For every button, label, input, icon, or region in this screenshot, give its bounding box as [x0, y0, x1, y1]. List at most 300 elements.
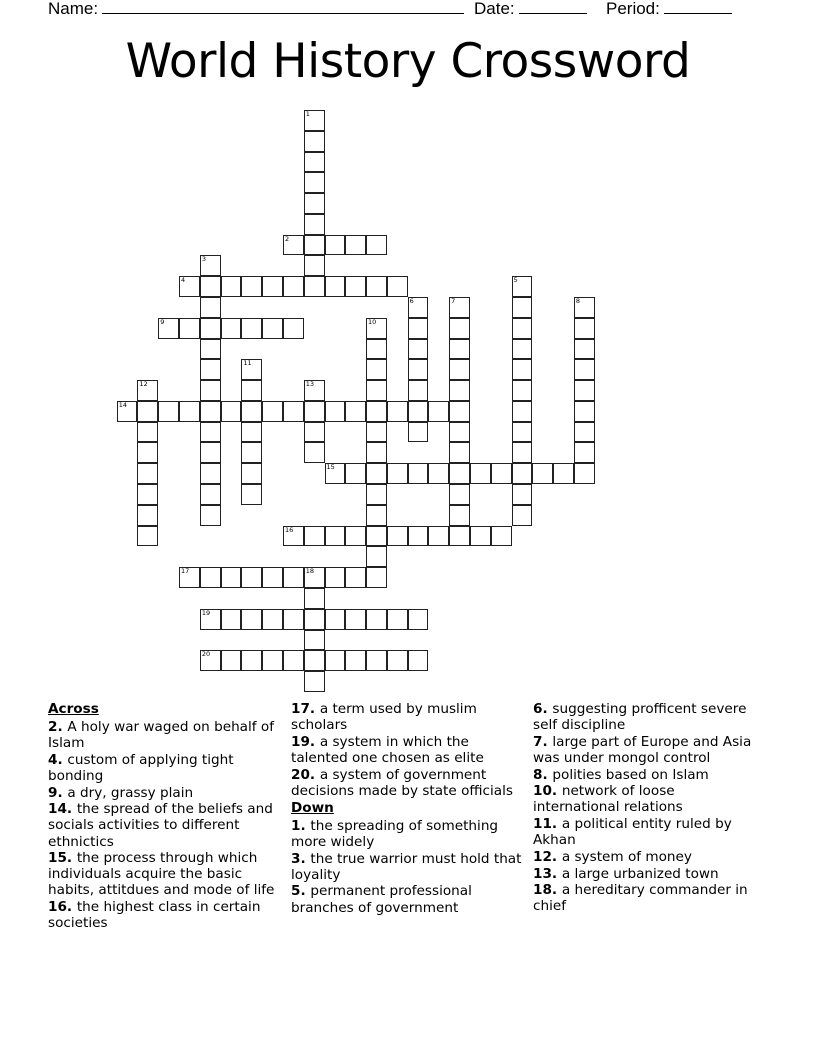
cell-input[interactable]: [242, 610, 261, 629]
grid-cell[interactable]: [512, 484, 533, 505]
grid-cell[interactable]: [408, 422, 429, 443]
grid-cell[interactable]: [221, 567, 242, 588]
cell-input[interactable]: [575, 381, 594, 400]
cell-input[interactable]: [305, 527, 324, 546]
grid-cell[interactable]: [325, 650, 346, 671]
grid-cell[interactable]: [179, 318, 200, 339]
cell-input[interactable]: [159, 402, 178, 421]
grid-cell[interactable]: [491, 526, 512, 547]
cell-input[interactable]: [429, 464, 448, 483]
grid-cell[interactable]: [200, 609, 221, 630]
grid-cell[interactable]: [366, 463, 387, 484]
cell-input[interactable]: [450, 298, 469, 317]
grid-cell[interactable]: [304, 567, 325, 588]
cell-input[interactable]: [367, 277, 386, 296]
cell-input[interactable]: [367, 651, 386, 670]
grid-cell[interactable]: [512, 276, 533, 297]
grid-cell[interactable]: [408, 463, 429, 484]
cell-input[interactable]: [367, 360, 386, 379]
grid-cell[interactable]: [200, 401, 221, 422]
cell-input[interactable]: [513, 402, 532, 421]
grid-cell[interactable]: [241, 609, 262, 630]
cell-input[interactable]: [284, 527, 303, 546]
cell-input[interactable]: [138, 402, 157, 421]
grid-cell[interactable]: [221, 318, 242, 339]
grid-cell[interactable]: [408, 359, 429, 380]
grid-cell[interactable]: [470, 526, 491, 547]
grid-cell[interactable]: [304, 442, 325, 463]
cell-input[interactable]: [409, 319, 428, 338]
cell-input[interactable]: [180, 277, 199, 296]
cell-input[interactable]: [513, 381, 532, 400]
cell-input[interactable]: [305, 256, 324, 275]
cell-input[interactable]: [409, 464, 428, 483]
grid-cell[interactable]: [241, 359, 262, 380]
grid-cell[interactable]: [200, 359, 221, 380]
cell-input[interactable]: [305, 443, 324, 462]
grid-cell[interactable]: [200, 276, 221, 297]
cell-input[interactable]: [513, 485, 532, 504]
grid-cell[interactable]: [325, 235, 346, 256]
grid-cell[interactable]: [117, 401, 138, 422]
cell-input[interactable]: [388, 527, 407, 546]
cell-input[interactable]: [118, 402, 137, 421]
cell-input[interactable]: [450, 381, 469, 400]
grid-cell[interactable]: [408, 650, 429, 671]
cell-input[interactable]: [450, 423, 469, 442]
cell-input[interactable]: [367, 568, 386, 587]
cell-input[interactable]: [513, 277, 532, 296]
grid-cell[interactable]: [512, 318, 533, 339]
grid-cell[interactable]: [345, 609, 366, 630]
grid-cell[interactable]: [304, 609, 325, 630]
grid-cell[interactable]: [449, 422, 470, 443]
grid-cell[interactable]: [137, 401, 158, 422]
grid-cell[interactable]: [325, 609, 346, 630]
grid-cell[interactable]: [241, 567, 262, 588]
cell-input[interactable]: [409, 402, 428, 421]
grid-cell[interactable]: [366, 318, 387, 339]
grid-cell[interactable]: [428, 463, 449, 484]
grid-cell[interactable]: [408, 526, 429, 547]
grid-cell[interactable]: [574, 422, 595, 443]
grid-cell[interactable]: [574, 297, 595, 318]
cell-input[interactable]: [513, 360, 532, 379]
cell-input[interactable]: [326, 236, 345, 255]
cell-input[interactable]: [305, 277, 324, 296]
cell-input[interactable]: [305, 194, 324, 213]
cell-input[interactable]: [409, 360, 428, 379]
grid-cell[interactable]: [345, 567, 366, 588]
grid-cell[interactable]: [241, 463, 262, 484]
grid-cell[interactable]: [304, 671, 325, 692]
cell-input[interactable]: [450, 402, 469, 421]
grid-cell[interactable]: [387, 650, 408, 671]
cell-input[interactable]: [513, 340, 532, 359]
cell-input[interactable]: [367, 464, 386, 483]
cell-input[interactable]: [138, 381, 157, 400]
grid-cell[interactable]: [449, 442, 470, 463]
cell-input[interactable]: [575, 402, 594, 421]
grid-cell[interactable]: [304, 214, 325, 235]
cell-input[interactable]: [263, 568, 282, 587]
cell-input[interactable]: [305, 651, 324, 670]
cell-input[interactable]: [450, 485, 469, 504]
cell-input[interactable]: [513, 319, 532, 338]
grid-cell[interactable]: [137, 442, 158, 463]
cell-input[interactable]: [409, 610, 428, 629]
grid-cell[interactable]: [304, 110, 325, 131]
cell-input[interactable]: [367, 610, 386, 629]
grid-cell[interactable]: [366, 442, 387, 463]
grid-cell[interactable]: [387, 526, 408, 547]
grid-cell[interactable]: [366, 609, 387, 630]
grid-cell[interactable]: [304, 235, 325, 256]
cell-input[interactable]: [201, 256, 220, 275]
grid-cell[interactable]: [137, 484, 158, 505]
cell-input[interactable]: [201, 443, 220, 462]
cell-input[interactable]: [284, 651, 303, 670]
grid-cell[interactable]: [345, 235, 366, 256]
cell-input[interactable]: [367, 340, 386, 359]
cell-input[interactable]: [305, 402, 324, 421]
grid-cell[interactable]: [158, 401, 179, 422]
grid-cell[interactable]: [470, 463, 491, 484]
cell-input[interactable]: [367, 236, 386, 255]
grid-cell[interactable]: [532, 463, 553, 484]
cell-input[interactable]: [388, 402, 407, 421]
grid-cell[interactable]: [512, 505, 533, 526]
grid-cell[interactable]: [179, 567, 200, 588]
grid-cell[interactable]: [345, 463, 366, 484]
grid-cell[interactable]: [200, 484, 221, 505]
grid-cell[interactable]: [200, 297, 221, 318]
cell-input[interactable]: [305, 589, 324, 608]
grid-cell[interactable]: [304, 172, 325, 193]
grid-cell[interactable]: [283, 276, 304, 297]
grid-cell[interactable]: [283, 318, 304, 339]
cell-input[interactable]: [450, 464, 469, 483]
grid-cell[interactable]: [158, 318, 179, 339]
grid-cell[interactable]: [241, 380, 262, 401]
cell-input[interactable]: [305, 423, 324, 442]
cell-input[interactable]: [201, 319, 220, 338]
grid-cell[interactable]: [200, 650, 221, 671]
grid-cell[interactable]: [366, 339, 387, 360]
cell-input[interactable]: [201, 340, 220, 359]
cell-input[interactable]: [305, 173, 324, 192]
cell-input[interactable]: [305, 153, 324, 172]
grid-cell[interactable]: [241, 484, 262, 505]
grid-cell[interactable]: [345, 650, 366, 671]
grid-cell[interactable]: [366, 546, 387, 567]
grid-cell[interactable]: [408, 401, 429, 422]
cell-input[interactable]: [326, 277, 345, 296]
grid-cell[interactable]: [512, 297, 533, 318]
cell-input[interactable]: [513, 423, 532, 442]
cell-input[interactable]: [242, 402, 261, 421]
cell-input[interactable]: [201, 381, 220, 400]
grid-cell[interactable]: [408, 609, 429, 630]
cell-input[interactable]: [284, 610, 303, 629]
grid-cell[interactable]: [574, 359, 595, 380]
grid-cell[interactable]: [408, 318, 429, 339]
grid-cell[interactable]: [449, 380, 470, 401]
grid-cell[interactable]: [449, 339, 470, 360]
grid-cell[interactable]: [262, 401, 283, 422]
grid-cell[interactable]: [200, 318, 221, 339]
grid-cell[interactable]: [221, 276, 242, 297]
cell-input[interactable]: [450, 340, 469, 359]
cell-input[interactable]: [450, 443, 469, 462]
grid-cell[interactable]: [283, 650, 304, 671]
grid-cell[interactable]: [512, 380, 533, 401]
grid-cell[interactable]: [304, 630, 325, 651]
grid-cell[interactable]: [241, 318, 262, 339]
cell-input[interactable]: [326, 464, 345, 483]
grid-cell[interactable]: [304, 650, 325, 671]
grid-cell[interactable]: [512, 401, 533, 422]
grid-cell[interactable]: [304, 276, 325, 297]
cell-input[interactable]: [305, 215, 324, 234]
cell-input[interactable]: [263, 277, 282, 296]
cell-input[interactable]: [284, 319, 303, 338]
cell-input[interactable]: [326, 402, 345, 421]
cell-input[interactable]: [222, 651, 241, 670]
grid-cell[interactable]: [366, 484, 387, 505]
cell-input[interactable]: [367, 547, 386, 566]
cell-input[interactable]: [388, 464, 407, 483]
grid-cell[interactable]: [449, 401, 470, 422]
cell-input[interactable]: [388, 651, 407, 670]
grid-cell[interactable]: [200, 567, 221, 588]
grid-cell[interactable]: [512, 339, 533, 360]
grid-cell[interactable]: [200, 339, 221, 360]
grid-cell[interactable]: [574, 318, 595, 339]
cell-input[interactable]: [429, 527, 448, 546]
cell-input[interactable]: [492, 527, 511, 546]
grid-cell[interactable]: [200, 442, 221, 463]
grid-cell[interactable]: [241, 650, 262, 671]
grid-cell[interactable]: [137, 380, 158, 401]
grid-cell[interactable]: [200, 380, 221, 401]
cell-input[interactable]: [222, 319, 241, 338]
grid-cell[interactable]: [491, 463, 512, 484]
cell-input[interactable]: [513, 443, 532, 462]
cell-input[interactable]: [450, 360, 469, 379]
cell-input[interactable]: [346, 277, 365, 296]
grid-cell[interactable]: [449, 505, 470, 526]
grid-cell[interactable]: [137, 463, 158, 484]
cell-input[interactable]: [346, 236, 365, 255]
cell-input[interactable]: [554, 464, 573, 483]
cell-input[interactable]: [201, 298, 220, 317]
grid-cell[interactable]: [241, 401, 262, 422]
cell-input[interactable]: [533, 464, 552, 483]
cell-input[interactable]: [367, 381, 386, 400]
cell-input[interactable]: [180, 402, 199, 421]
grid-cell[interactable]: [366, 401, 387, 422]
grid-cell[interactable]: [283, 401, 304, 422]
cell-input[interactable]: [201, 506, 220, 525]
cell-input[interactable]: [388, 610, 407, 629]
grid-cell[interactable]: [283, 609, 304, 630]
cell-input[interactable]: [201, 360, 220, 379]
cell-input[interactable]: [326, 651, 345, 670]
grid-cell[interactable]: [137, 422, 158, 443]
grid-cell[interactable]: [366, 650, 387, 671]
grid-cell[interactable]: [325, 526, 346, 547]
grid-cell[interactable]: [387, 276, 408, 297]
cell-input[interactable]: [409, 527, 428, 546]
cell-input[interactable]: [201, 568, 220, 587]
grid-cell[interactable]: [137, 505, 158, 526]
grid-cell[interactable]: [200, 255, 221, 276]
cell-input[interactable]: [138, 423, 157, 442]
grid-cell[interactable]: [449, 297, 470, 318]
cell-input[interactable]: [305, 568, 324, 587]
grid-cell[interactable]: [262, 650, 283, 671]
cell-input[interactable]: [180, 319, 199, 338]
grid-cell[interactable]: [325, 276, 346, 297]
grid-cell[interactable]: [574, 442, 595, 463]
cell-input[interactable]: [326, 610, 345, 629]
cell-input[interactable]: [305, 381, 324, 400]
cell-input[interactable]: [326, 568, 345, 587]
grid-cell[interactable]: [262, 276, 283, 297]
cell-input[interactable]: [575, 298, 594, 317]
cell-input[interactable]: [222, 568, 241, 587]
cell-input[interactable]: [471, 464, 490, 483]
cell-input[interactable]: [201, 610, 220, 629]
cell-input[interactable]: [242, 651, 261, 670]
grid-cell[interactable]: [345, 526, 366, 547]
grid-cell[interactable]: [200, 422, 221, 443]
cell-input[interactable]: [346, 527, 365, 546]
cell-input[interactable]: [367, 402, 386, 421]
cell-input[interactable]: [575, 360, 594, 379]
cell-input[interactable]: [201, 402, 220, 421]
grid-cell[interactable]: [387, 401, 408, 422]
grid-cell[interactable]: [574, 380, 595, 401]
cell-input[interactable]: [367, 319, 386, 338]
cell-input[interactable]: [138, 485, 157, 504]
cell-input[interactable]: [346, 651, 365, 670]
cell-input[interactable]: [242, 485, 261, 504]
cell-input[interactable]: [242, 568, 261, 587]
cell-input[interactable]: [305, 631, 324, 650]
cell-input[interactable]: [346, 464, 365, 483]
grid-cell[interactable]: [428, 401, 449, 422]
grid-cell[interactable]: [241, 442, 262, 463]
grid-cell[interactable]: [512, 442, 533, 463]
cell-input[interactable]: [367, 506, 386, 525]
cell-input[interactable]: [201, 277, 220, 296]
cell-input[interactable]: [409, 340, 428, 359]
grid-cell[interactable]: [179, 401, 200, 422]
cell-input[interactable]: [305, 672, 324, 691]
cell-input[interactable]: [159, 319, 178, 338]
cell-input[interactable]: [575, 464, 594, 483]
cell-input[interactable]: [242, 423, 261, 442]
cell-input[interactable]: [575, 340, 594, 359]
cell-input[interactable]: [222, 277, 241, 296]
cell-input[interactable]: [409, 298, 428, 317]
grid-cell[interactable]: [366, 359, 387, 380]
grid-cell[interactable]: [262, 609, 283, 630]
grid-cell[interactable]: [387, 609, 408, 630]
grid-cell[interactable]: [366, 567, 387, 588]
grid-cell[interactable]: [304, 193, 325, 214]
cell-input[interactable]: [263, 402, 282, 421]
cell-input[interactable]: [284, 236, 303, 255]
cell-input[interactable]: [367, 423, 386, 442]
grid-cell[interactable]: [304, 152, 325, 173]
grid-cell[interactable]: [449, 463, 470, 484]
cell-input[interactable]: [138, 443, 157, 462]
grid-cell[interactable]: [283, 526, 304, 547]
cell-input[interactable]: [409, 423, 428, 442]
cell-input[interactable]: [305, 132, 324, 151]
grid-cell[interactable]: [304, 131, 325, 152]
grid-cell[interactable]: [366, 235, 387, 256]
grid-cell[interactable]: [221, 609, 242, 630]
grid-cell[interactable]: [366, 276, 387, 297]
cell-input[interactable]: [180, 568, 199, 587]
grid-cell[interactable]: [366, 505, 387, 526]
grid-cell[interactable]: [512, 463, 533, 484]
cell-input[interactable]: [263, 651, 282, 670]
cell-input[interactable]: [388, 277, 407, 296]
grid-cell[interactable]: [449, 359, 470, 380]
cell-input[interactable]: [346, 402, 365, 421]
cell-input[interactable]: [242, 464, 261, 483]
grid-cell[interactable]: [574, 401, 595, 422]
cell-input[interactable]: [284, 402, 303, 421]
cell-input[interactable]: [513, 298, 532, 317]
cell-input[interactable]: [513, 464, 532, 483]
cell-input[interactable]: [138, 464, 157, 483]
grid-cell[interactable]: [304, 255, 325, 276]
cell-input[interactable]: [263, 319, 282, 338]
cell-input[interactable]: [450, 527, 469, 546]
grid-cell[interactable]: [449, 318, 470, 339]
grid-cell[interactable]: [408, 297, 429, 318]
cell-input[interactable]: [201, 651, 220, 670]
grid-cell[interactable]: [553, 463, 574, 484]
cell-input[interactable]: [305, 111, 324, 130]
grid-cell[interactable]: [325, 463, 346, 484]
cell-input[interactable]: [284, 568, 303, 587]
cell-input[interactable]: [201, 423, 220, 442]
cell-input[interactable]: [222, 610, 241, 629]
cell-input[interactable]: [242, 360, 261, 379]
cell-input[interactable]: [201, 464, 220, 483]
grid-cell[interactable]: [345, 401, 366, 422]
grid-cell[interactable]: [408, 339, 429, 360]
cell-input[interactable]: [429, 402, 448, 421]
cell-input[interactable]: [575, 423, 594, 442]
cell-input[interactable]: [242, 443, 261, 462]
cell-input[interactable]: [575, 443, 594, 462]
cell-input[interactable]: [263, 610, 282, 629]
cell-input[interactable]: [138, 527, 157, 546]
grid-cell[interactable]: [304, 588, 325, 609]
grid-cell[interactable]: [366, 422, 387, 443]
cell-input[interactable]: [346, 610, 365, 629]
cell-input[interactable]: [513, 506, 532, 525]
grid-cell[interactable]: [283, 567, 304, 588]
